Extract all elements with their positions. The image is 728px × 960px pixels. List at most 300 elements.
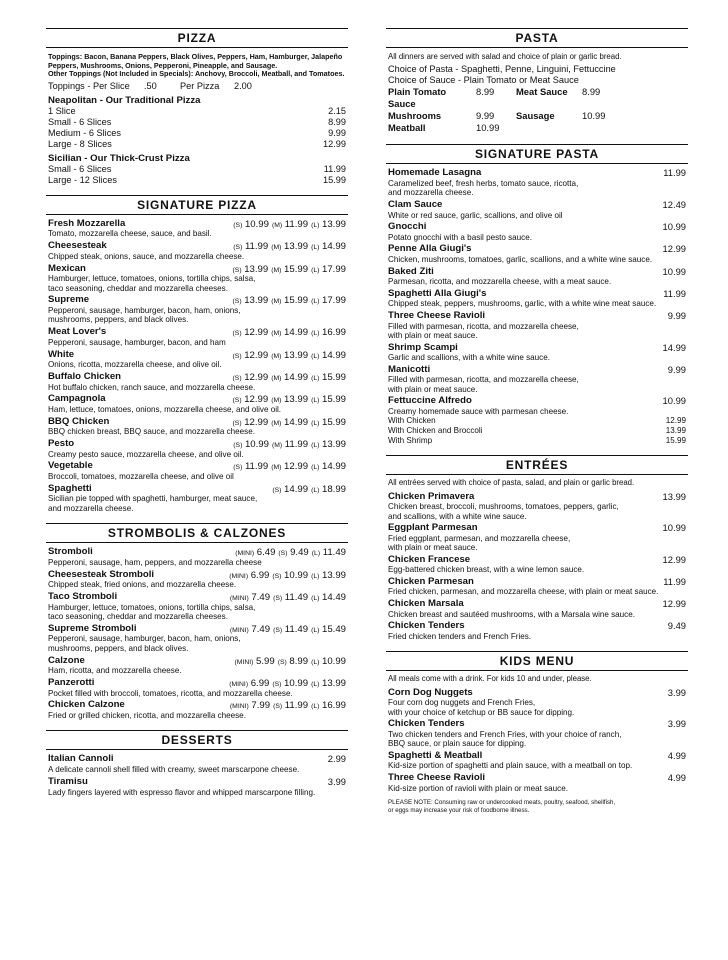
item-description: Onions, ricotta, mozzarella cheese, and olive oil. (48, 360, 222, 370)
size-code: (S) (233, 464, 243, 472)
item-price (233, 294, 346, 308)
menu-item (48, 393, 346, 414)
extra-label: With Chicken and Broccoli (388, 425, 483, 435)
item-price: 10.99 (662, 221, 686, 233)
size-price: 10.99 (244, 218, 269, 230)
pizza-section-header (46, 28, 348, 48)
size-code: (M) (271, 298, 282, 306)
size-code: (S) (277, 658, 287, 666)
kids-title: KIDS MENU (499, 654, 575, 669)
size-price: 8.99 (289, 655, 309, 667)
size-code: (S) (232, 298, 242, 306)
item-price: 3.99 (327, 776, 346, 788)
toppings-price-row (48, 81, 346, 92)
size-code: (L) (311, 464, 320, 472)
item-price: 12.99 (662, 553, 686, 565)
size-price: 12.99 (244, 394, 269, 406)
size-label: Small - 6 Slices (48, 164, 112, 175)
size-code: (MINI) (229, 703, 249, 711)
pasta-option-price: 10.99 (476, 122, 500, 134)
item-price (233, 416, 346, 430)
size-code: (L) (311, 658, 320, 666)
size-code: (L) (311, 397, 320, 405)
pizza-group-title: Neapolitan - Our Traditional Pizza (48, 94, 201, 106)
size-code: (M) (271, 266, 282, 274)
size-code: (S) (273, 595, 283, 603)
item-name: Chicken Primavera (388, 490, 475, 502)
size-label: Large - 8 Slices (48, 138, 112, 149)
item-name: Fettuccine Alfredo (388, 395, 472, 407)
menu-item (388, 342, 686, 363)
size-code: (S) (232, 397, 242, 405)
size-price: 17.99 (321, 295, 346, 307)
size-price: 14.99 (284, 483, 309, 495)
size-price: 17.99 (321, 263, 346, 275)
size-price: 14.99 (321, 461, 346, 473)
size-label: Medium - 6 Slices (48, 127, 122, 138)
toppings-pie-label: Per Pizza (180, 80, 220, 91)
size-price: 12.99 (323, 138, 346, 149)
pizza-size-row (48, 139, 346, 150)
item-description: Hamburger, lettuce, tomatoes, onions, tortilla chips, salsa, taco seasoning, cheddar and mozzarella cheeses. (48, 274, 256, 293)
size-code: (S) (232, 352, 242, 360)
item-name: Supreme (48, 294, 90, 306)
pizza-size-row (48, 175, 346, 186)
item-description: Four corn dog nuggets and French Fries, with your choice of ketchup or BB sauce for dipping. (388, 698, 575, 717)
menu-item (48, 776, 346, 797)
size-price: 10.99 (321, 655, 346, 667)
item-description: Fried or grilled chicken, ricotta, and mozzarella cheese. (48, 711, 246, 721)
item-price: 10.99 (662, 395, 686, 407)
pasta-option-price: 10.99 (582, 110, 606, 122)
pizza-group-sicilian (48, 153, 346, 186)
pizza-title: PIZZA (177, 31, 217, 45)
menu-item (48, 263, 346, 293)
desserts-title: DESSERTS (161, 733, 233, 748)
size-code: (L) (311, 266, 320, 274)
item-name: Vegetable (48, 460, 93, 472)
menu-item (48, 753, 346, 774)
item-description: Fried chicken tenders and French Fries. (388, 631, 532, 641)
item-description: Caramelized beef, fresh herbs, tomato sauce, ricotta, and mozzarella cheese. (388, 179, 579, 198)
size-price: 15.99 (321, 371, 346, 383)
item-description: A delicate cannoli shell filled with creamy, sweet marscarpone cheese. (48, 765, 300, 775)
size-price: 15.99 (284, 295, 309, 307)
size-price: 12.99 (244, 416, 269, 428)
item-price (229, 569, 346, 583)
signature-pasta-title: SIGNATURE PASTA (474, 147, 599, 162)
item-name: Chicken Parmesan (388, 575, 474, 587)
size-price: 14.99 (321, 349, 346, 361)
menu-item (388, 310, 686, 340)
size-code: (S) (233, 244, 243, 252)
size-price: 13.99 (244, 295, 269, 307)
menu-item (388, 199, 686, 220)
size-price: 13.99 (284, 241, 309, 253)
size-price: 11.99 (244, 461, 269, 473)
kids-list (388, 687, 686, 793)
size-code: (L) (311, 486, 320, 494)
menu-item (48, 460, 346, 481)
size-price: 9.49 (290, 547, 309, 559)
size-price: 12.99 (244, 349, 269, 361)
menu-item (388, 750, 686, 771)
right-column (386, 28, 688, 814)
size-code: (S) (278, 550, 288, 558)
menu-item (388, 221, 686, 242)
kids-section (386, 671, 688, 814)
alfredo-extras (388, 416, 686, 445)
item-description: Kid-size portion of ravioli with plain or meat sauce. (388, 783, 568, 793)
size-price: 15.99 (321, 394, 346, 406)
item-name: Mexican (48, 262, 86, 274)
size-code: (L) (311, 244, 320, 252)
strombolis-section-header (46, 523, 348, 543)
size-price: 12.99 (244, 327, 269, 339)
menu-item (48, 240, 346, 261)
item-description: Tomato, mozzarella cheese, sauce, and basil. (48, 229, 212, 239)
size-price: 16.99 (321, 327, 346, 339)
item-name: Chicken Tenders (388, 620, 465, 632)
size-code: (MINI) (229, 572, 249, 580)
size-code: (M) (271, 374, 282, 382)
pizza-group-neapolitan (48, 95, 346, 150)
size-code: (M) (271, 419, 282, 427)
item-name: Three Cheese Ravioli (388, 309, 486, 321)
size-code: (S) (272, 572, 282, 580)
alfredo-extra-row (388, 426, 686, 436)
size-code: (L) (311, 298, 320, 306)
item-name: Baked Ziti (388, 265, 434, 277)
size-code: (L) (311, 442, 320, 450)
size-code: (L) (311, 572, 320, 580)
size-price: 14.99 (284, 416, 309, 428)
item-description: Ham, ricotta, and mozzarella cheese. (48, 666, 182, 676)
item-name: White (48, 348, 75, 360)
item-name: Shrimp Scampi (388, 341, 458, 353)
item-price: 9.99 (667, 363, 686, 375)
menu-item (388, 522, 686, 552)
extra-label: With Shrimp (388, 435, 433, 445)
item-description: Chipped steak, fried onions, and mozzarella cheese. (48, 580, 237, 590)
item-description: Lady fingers layered with espresso flavor and whipped marscarpone filling. (48, 788, 316, 798)
item-name: Campagnola (48, 393, 106, 405)
size-code: (L) (311, 626, 320, 634)
size-price: 13.99 (284, 349, 309, 361)
item-description: Pepperoni, sausage, hamburger, bacon, ham, onions, mushrooms, peppers, and black olives. (48, 305, 241, 325)
menu-item (388, 167, 686, 197)
item-name: Chicken Francese (388, 553, 471, 565)
item-price (230, 699, 346, 713)
menu-item (388, 243, 686, 264)
size-code: (M) (271, 352, 282, 360)
extra-price: 12.99 (665, 416, 686, 426)
signature-pasta-list (388, 167, 686, 416)
size-code: (S) (273, 626, 283, 634)
item-description: Parmesan, ricotta, and mozzarella cheese, with a meat sauce. (388, 277, 612, 287)
item-price (230, 591, 346, 605)
extra-price: 15.99 (665, 435, 686, 445)
pizza-toppings-note: Toppings: Bacon, Banana Peppers, Black Olives, Peppers, Ham, Hamburger, Jalapeño Peppers, Mushrooms, Onions, Pepperoni, Pineapple, and Sausage. (48, 52, 343, 70)
menu-item (388, 491, 686, 521)
strombolis-list (46, 543, 348, 720)
item-description: Ham, lettuce, tomatoes, onions, mozzarella cheese, and olive oil. (48, 404, 282, 414)
size-code: (S) (232, 419, 242, 427)
size-price: 13.99 (321, 218, 346, 230)
menu-item (48, 326, 346, 347)
toppings-slice-price: .50 (144, 80, 157, 91)
size-price: 12.99 (244, 371, 269, 383)
size-code: (L) (311, 330, 320, 338)
item-description: Fried eggplant, parmesan, and mozzarella cheese, with plain or meat sauce. (388, 533, 571, 553)
size-price: 14.49 (321, 592, 346, 604)
size-price: 18.99 (321, 483, 346, 495)
size-price: 14.99 (321, 241, 346, 253)
item-description: Pepperoni, sausage, hamburger, bacon, and ham (48, 337, 226, 347)
item-name: Eggplant Parmesan (388, 522, 478, 534)
item-name: Panzerotti (48, 677, 95, 689)
size-code: (M) (271, 442, 283, 450)
entrees-section (386, 475, 688, 641)
menu-item (48, 699, 346, 720)
size-price: 13.99 (321, 569, 346, 581)
item-name: Supreme Stromboli (48, 622, 137, 634)
size-price: 11.49 (284, 623, 309, 635)
size-price: 10.99 (284, 569, 309, 581)
size-price: 7.49 (251, 623, 271, 635)
size-code: (L) (311, 595, 320, 603)
size-code: (M) (271, 464, 282, 472)
item-description: Hot buffalo chicken, ranch sauce, and mozzarella cheese. (48, 382, 256, 392)
size-price: 6.99 (250, 569, 270, 581)
pasta-option-name: Mushrooms (388, 110, 442, 122)
foodborne-illness-footnote: PLEASE NOTE: Consuming raw or undercooked meats, poultry, seafood, shellfish, or eggs may increase your risk of foodborne illness. (388, 799, 616, 814)
size-price: 11.49 (284, 592, 309, 604)
item-price (233, 349, 346, 363)
item-price: 14.99 (662, 341, 686, 353)
desserts-section-header (46, 730, 348, 750)
menu-item (48, 677, 346, 698)
item-name: Meat Lover's (48, 326, 107, 338)
alfredo-extra-row (388, 436, 686, 446)
pasta-title: PASTA (515, 31, 559, 45)
menu-item (48, 218, 346, 239)
menu-item (388, 266, 686, 287)
item-price (233, 240, 346, 254)
size-price: 11.99 (284, 439, 309, 451)
item-name: Spaghetti (48, 482, 92, 494)
pasta-option-price: 8.99 (476, 86, 495, 98)
size-code: (L) (311, 352, 320, 360)
item-name: Homemade Lasagna (388, 167, 482, 179)
item-name: Clam Sauce (388, 199, 443, 210)
signature-pizza-list (46, 215, 348, 514)
menu-item (388, 620, 686, 641)
item-description: Kid-size portion of spaghetti and plain sauce, with a meatball on top. (388, 761, 633, 771)
item-description: Filled with parmesan, ricotta, and mozzarella cheese, with plain or meat sauce. (388, 321, 579, 340)
menu-item (388, 554, 686, 575)
item-description: Pepperoni, sausage, hamburger, bacon, ham, onions, mushrooms, peppers, and black olives. (48, 634, 241, 653)
menu-item (48, 349, 346, 370)
size-code: (M) (271, 244, 282, 252)
entrees-list (388, 491, 686, 642)
size-price: 11.99 (284, 218, 309, 230)
item-name: BBQ Chicken (48, 415, 110, 427)
pizza-group-title: Sicilian - Our Thick-Crust Pizza (48, 152, 190, 164)
item-name: Stromboli (48, 546, 93, 558)
item-description: Pepperoni, sausage, ham, peppers, and mozzarella cheese (48, 557, 262, 567)
size-price: 12.99 (284, 461, 309, 473)
item-name: Calzone (48, 654, 85, 666)
item-description: Chicken breast, broccoli, mushrooms, tomatoes, peppers, garlic, and scallions, with a white wine sauce. (388, 502, 619, 521)
signature-pizza-title: SIGNATURE PIZZA (137, 197, 257, 212)
size-code: (L) (311, 419, 320, 427)
item-price (233, 371, 346, 385)
menu-item (388, 598, 686, 619)
menu-item (388, 772, 686, 793)
size-code: (MINI) (229, 681, 249, 689)
pasta-options-grid (388, 86, 686, 134)
size-code: (S) (233, 221, 243, 229)
size-price: 15.99 (284, 263, 309, 275)
size-price: 11.49 (322, 547, 346, 559)
item-name: Chicken Tenders (388, 718, 465, 730)
item-name: Manicotti (388, 363, 431, 375)
size-price: 14.99 (284, 327, 309, 339)
item-price (229, 677, 346, 691)
pasta-option-price: 9.99 (476, 110, 495, 122)
size-price: 15.99 (321, 416, 346, 428)
size-label: Large - 12 Slices (48, 174, 117, 185)
item-price: 10.99 (662, 265, 686, 277)
menu-item (48, 546, 346, 567)
item-description: Fried chicken, parmesan, and mozzarella cheese, with plain or meat sauce. (388, 587, 659, 597)
size-code: (S) (232, 330, 242, 338)
item-price: 4.99 (667, 772, 686, 784)
item-description: Filled with parmesan, ricotta, and mozzarella cheese, with plain or meat sauce. (388, 375, 579, 394)
item-name: Italian Cannoli (48, 753, 114, 765)
size-code: (S) (272, 681, 282, 689)
item-price: 11.99 (663, 167, 686, 179)
menu-item (48, 569, 346, 590)
size-code: (S) (232, 374, 242, 382)
item-price (235, 655, 346, 669)
size-price: 6.99 (250, 678, 270, 690)
item-description: White or red sauce, garlic, scallions, and olive oil (388, 210, 563, 220)
item-description: Chicken, mushrooms, tomatoes, garlic, scallions, and a white wine sauce. (388, 254, 653, 264)
pasta-note: All dinners are served with salad and choice of plain or garlic bread. (388, 52, 622, 61)
item-name: Cheesesteak Stromboli (48, 568, 155, 580)
item-price: 9.49 (667, 620, 686, 632)
menu-item (388, 364, 686, 394)
size-price: 14.99 (284, 371, 309, 383)
item-description: Egg-battered chicken breast, with a wine lemon sauce. (388, 565, 585, 575)
menu-item (388, 288, 686, 309)
size-code: (S) (232, 266, 242, 274)
pizza-size-row (48, 128, 346, 139)
item-price: 12.49 (662, 199, 686, 210)
item-price: 2.99 (327, 753, 346, 765)
item-price (233, 218, 346, 232)
item-name: Buffalo Chicken (48, 370, 122, 382)
item-name: Pesto (48, 438, 75, 450)
entrees-section-header (386, 455, 688, 475)
signature-pasta-section-header (386, 144, 688, 164)
size-label: 1 Slice (48, 106, 76, 117)
size-price: 11.99 (323, 164, 346, 175)
pizza-size-row (48, 164, 346, 175)
pizza-section (46, 48, 348, 186)
menu-item (48, 591, 346, 621)
item-description: Chipped steak, peppers, mushrooms, garlic, with a white wine meat sauce. (388, 299, 657, 309)
size-price: 11.99 (284, 700, 309, 712)
signature-pizza-section-header (46, 195, 348, 215)
menu-item (48, 294, 346, 324)
item-description: Sicilian pie topped with spaghetti, hamburger, meat sauce, and mozzarella cheese. (48, 494, 258, 513)
size-price: 6.49 (256, 547, 276, 559)
item-price (272, 483, 346, 497)
menu-item (48, 438, 346, 459)
item-name: Spaghetti Alla Giugi's (388, 287, 487, 299)
pasta-option-name: Sausage (516, 110, 555, 122)
item-name: Tiramisu (48, 776, 88, 788)
size-code: (L) (311, 221, 320, 229)
item-price (233, 326, 346, 340)
size-price: 7.99 (251, 700, 271, 712)
item-name: Taco Stromboli (48, 591, 118, 603)
size-code: (M) (271, 330, 282, 338)
item-name: Chicken Marsala (388, 598, 464, 610)
item-name: Cheesesteak (48, 240, 107, 252)
pasta-option-name: Meatball (388, 122, 426, 134)
size-code: (S) (272, 486, 282, 494)
size-price: 10.99 (284, 678, 309, 690)
menu-item (388, 687, 686, 717)
item-price (233, 460, 346, 474)
entrees-note: All entrées served with choice of pasta, salad, and plain or garlic bread. (388, 478, 635, 488)
pizza-size-row (48, 117, 346, 128)
left-column (46, 28, 348, 797)
item-price (233, 438, 346, 452)
size-price: 15.99 (323, 174, 346, 185)
item-name: Chicken Calzone (48, 699, 125, 711)
item-description: Chicken breast and sautéed mushrooms, with a Marsala wine sauce. (388, 609, 635, 619)
size-code: (MINI) (229, 626, 249, 634)
pasta-choice-sauce: Choice of Sauce - Plain Tomato or Meat Sauce (388, 75, 579, 86)
size-code: (L) (311, 681, 320, 689)
item-description: Hamburger, lettuce, tomatoes, onions, tortilla chips, salsa, taco seasoning, cheddar and mozzarella cheeses. (48, 602, 256, 622)
item-price: 4.99 (667, 749, 686, 761)
extra-label: With Chicken (388, 416, 436, 426)
size-code: (S) (233, 442, 243, 450)
item-price: 3.99 (667, 718, 686, 730)
kids-section-header (386, 651, 688, 671)
size-code: (L) (311, 374, 320, 382)
menu-item (388, 576, 686, 597)
size-price: 16.99 (321, 700, 346, 712)
item-name: Corn Dog Nuggets (388, 686, 473, 698)
item-price: 11.99 (663, 287, 686, 299)
pasta-option-name: Plain Tomato Sauce (388, 86, 447, 110)
item-price (233, 393, 346, 407)
menu-item (48, 623, 346, 653)
item-description: Two chicken tenders and French Fries, with your choice of ranch, BBQ sauce, or plain sauce for dipping. (388, 729, 622, 749)
size-price: 15.49 (321, 623, 346, 635)
item-description: Creamy pesto sauce, mozzarella cheese, and olive oil. (48, 449, 244, 459)
menu-item (48, 416, 346, 437)
menu-item (48, 371, 346, 392)
size-price: 7.49 (251, 592, 271, 604)
